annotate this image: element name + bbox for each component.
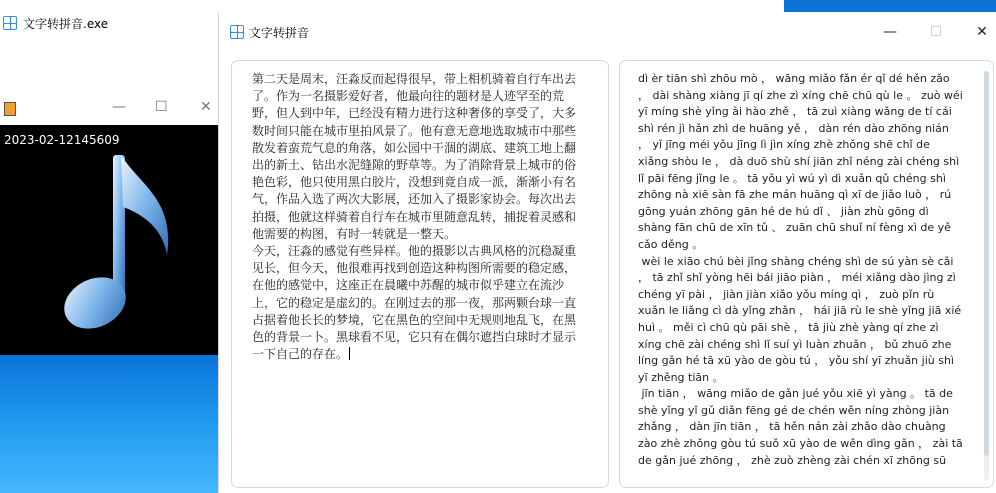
media-player-display <box>0 125 230 355</box>
main-titlebar[interactable] <box>219 12 996 52</box>
media-timestamp: 2023-02-12145609 <box>4 133 120 147</box>
media-player-icon <box>4 102 16 116</box>
main-window <box>218 12 996 493</box>
close-button[interactable]: ✕ <box>200 99 212 115</box>
minimize-button[interactable]: — <box>883 24 897 40</box>
minimize-button[interactable]: — <box>112 99 126 115</box>
window-title: 文字转拼音 <box>249 26 310 40</box>
desktop-wallpaper <box>0 355 230 493</box>
background-window-titlebar[interactable] <box>0 0 230 46</box>
app-icon <box>3 16 17 30</box>
input-text-panel[interactable] <box>231 60 609 488</box>
desktop-background <box>784 0 996 12</box>
text-cursor <box>349 347 350 360</box>
pinyin-output-panel[interactable] <box>619 60 994 488</box>
pinyin-text: dì èr tiān shì zhōu mò ， wāng miǎo fǎn ér qǐ dé hěn zǎo ， dài shàng xiàng jī qí zhe zì xíng chē chū qù le 。 zuò wéi yī míng shè yǐng ài hào zhě ， tā zuì xiàng wǎng de tí cái shì rén jì hǎn zhì de huāng yě ， dàn rén dào zhōng nián ， yǐ jīng méi yǒu jīng lì jìn xíng zhè zhǒng shē chǐ de xiǎng shòu le ， dà duō shù shí jiān zhǐ néng zài chéng shì lǐ pāi fēng jǐng le 。 tā yǒu yì wú yì dì xuǎn qǔ chéng shì zhōng nà xiē sàn fā zhe mán huāng qì xī de jiǎo luò ， rú gōng yuán zhōng gān hé de hú dǐ 、 jiàn zhù gōng dì shàng fān chū de xīn tǔ 、 zuān chū shuǐ ní fèng xì de yě cǎo děng 。 wèi le xiāo chú bèi jǐng shàng chéng shì de sú yàn sè cǎi ， tā zhǐ shǐ yòng hēi bái jiāo piàn ， méi xiǎng dào jìng zì chéng yī pài ， jiàn jiàn xiǎo yǒu míng qì ， zuò pǐn rù xuǎn le liǎng cì dà yǐng zhǎn ， hái jiā rù le shè yǐng jiā xié huì 。 měi cì chū qù pāi shè ， tā jiù zhè yàng qí zhe zì xíng chē zài chéng shì lǐ suí yì luàn zhuǎn ， bǔ zhuō zhe líng gǎn hé tā xū yào de gòu tú ， yǒu shí yī zhuǎn jiù shì yī zhěng tiān 。 jīn tiān ， wāng miǎo de gǎn jué yǒu xiē yì yàng 。 tā de shè yǐng yǐ gǔ diǎn fēng gé de chén wěn níng zhòng jiàn zhǎng ， dàn jīn tiān ， tā hěn nán zài zhǎo dào chuàng zào zhè zhǒng gòu tú suǒ xū yào de wěn dìng gǎn ， zài tā de gǎn jué zhōng ， zhè zuò zhèng zài chén xī zhōng sū <box>638 72 963 467</box>
media-player-window <box>0 95 230 493</box>
music-note-icon <box>55 145 185 345</box>
app-icon <box>230 25 244 39</box>
close-button[interactable]: ✕ <box>976 24 988 40</box>
maximize-button[interactable]: ☐ <box>155 99 168 115</box>
maximize-button[interactable]: ☐ <box>929 24 943 40</box>
vertical-scrollbar[interactable] <box>984 71 989 481</box>
scrollbar-thumb[interactable] <box>984 71 989 456</box>
chinese-text: 第二天是周末，汪淼反而起得很早，带上相机骑着自行车出去了。作为一名摄影爱好者，他最向往的题材是人迹罕至的荒野，但人到中年，已经没有精力进行这种奢侈的享受了，大多数时间只能在城市里拍风景了。他有意无意地选取城市中那些散发着蛮荒气息的角落，如公园中干涸的湖底、建筑工地上翻出的新土、钻出水泥缝隙的野草等。为了消除背景上城市的俗艳色彩，他只使用黑白胶片，没想到竟自成一派，渐渐小有名气，作品入选了两次大影展，还加入了摄影家协会。每次出去拍摄，他就这样骑着自行车在城市里随意乱转，捕捉着灵感和他需要的构图，有时一转就是一整天。 今天，汪淼的感觉有些异样。他的摄影以古典风格的沉稳凝重见长，但今天，他很难再找到创造这种构图所需要的稳定感，在他的感觉中，这座正在晨曦中苏醒的城市似乎建立在流沙上，它的稳定是虚幻的。在刚过去的那一夜，那两颗台球一直占据着他长长的梦境，它在黑色的空间中无规则地乱飞，在黑色的背景一卜。黑球看不见，它只有在偶尔遮挡白球时才显示一下自己的存在。 <box>252 72 577 362</box>
background-window-title: 文字转拼音.exe <box>23 16 109 31</box>
media-player-titlebar[interactable] <box>0 95 230 125</box>
chinese-text-input[interactable] <box>252 71 578 363</box>
